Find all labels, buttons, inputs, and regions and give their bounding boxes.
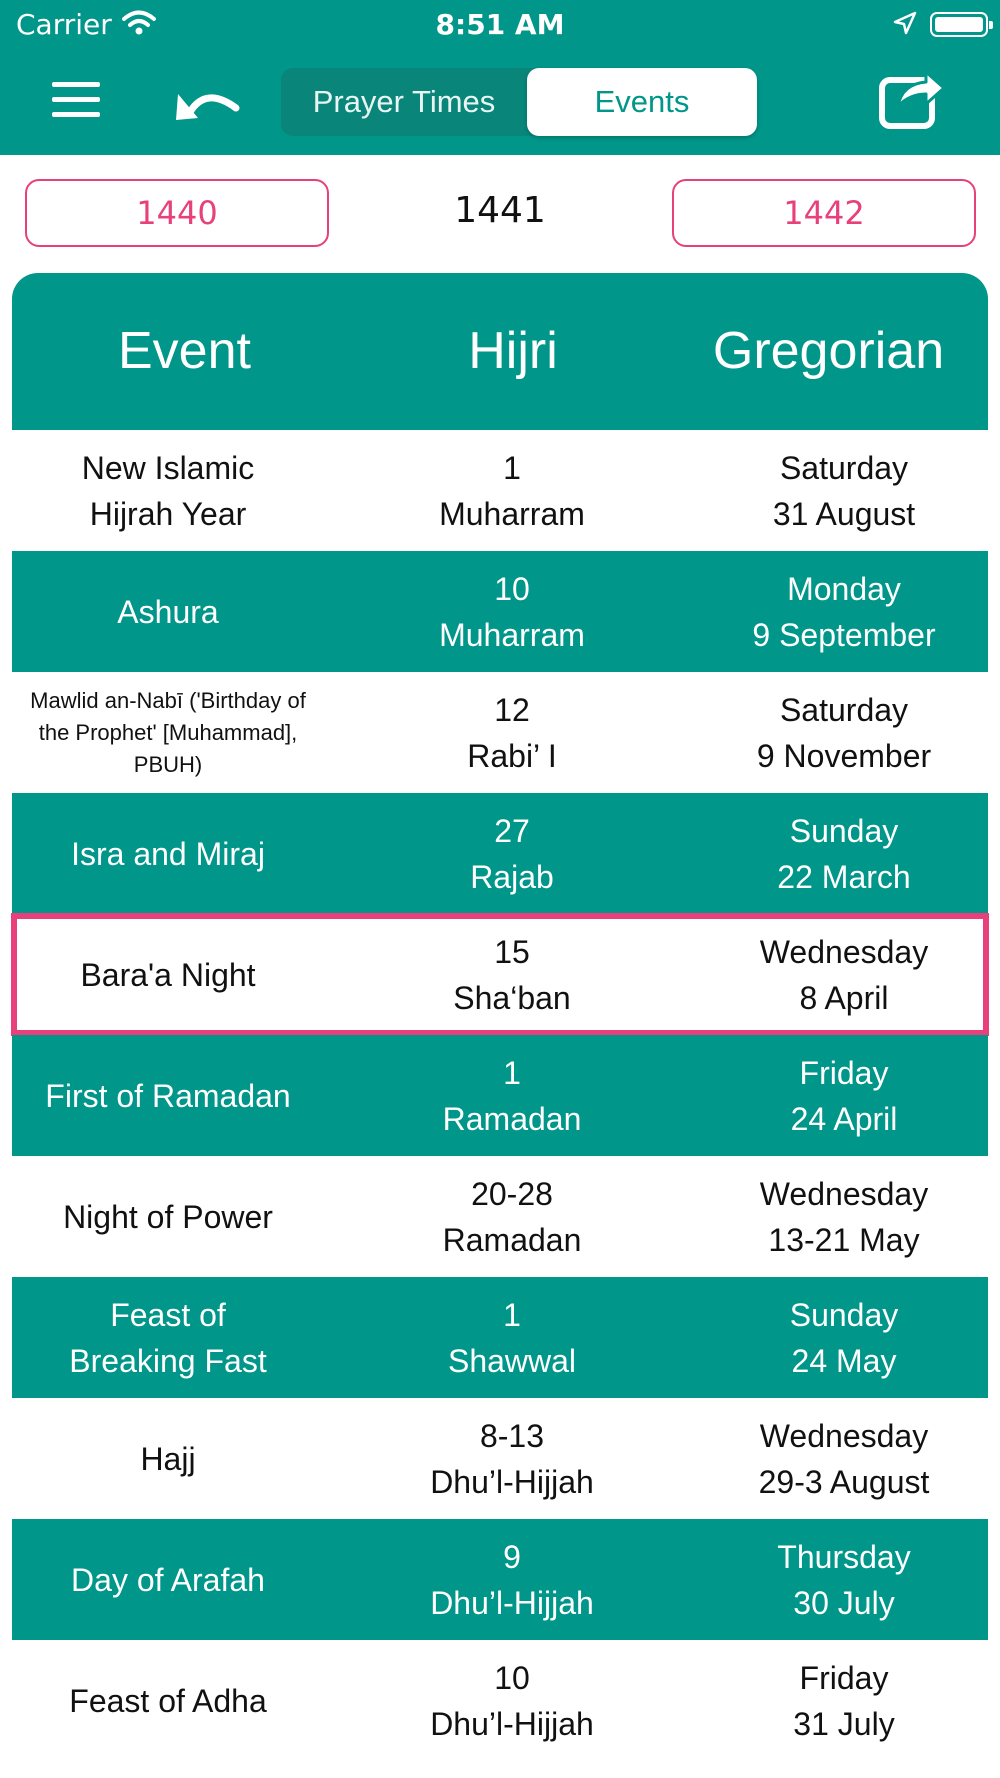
gregorian-date: Saturday 9 November [756,691,932,774]
event-name: Feast of Adha [69,1682,267,1719]
table-row[interactable] [12,430,988,551]
table-header [12,273,988,430]
carrier-label: Carrier [16,8,112,41]
table-row[interactable] [12,1398,988,1519]
gregorian-date: Wednesday 8 April [759,933,929,1016]
share-icon[interactable] [878,62,948,130]
event-name: Isra and Miraj [71,835,265,872]
column-header-gregorian: Gregorian [712,322,945,380]
gregorian-date: Wednesday 13-21 May [759,1175,929,1258]
gregorian-date: Thursday 30 July [777,1538,911,1621]
status-time: 8:51 AM [435,8,565,41]
event-name: Night of Power [63,1198,273,1235]
gregorian-date: Sunday 24 May [789,1296,899,1379]
top-bar [0,0,1000,155]
hijri-date: 9 Dhu’l-Hijjah [430,1538,594,1621]
column-header-hijri: Hijri [468,322,558,380]
hijri-date: 20-28 Ramadan [442,1175,582,1258]
table-row-current-event[interactable] [12,914,988,1035]
table-row[interactable] [12,672,988,793]
event-name: Ashura [117,593,219,630]
tab-events[interactable]: Events [527,68,757,136]
hijri-date: 10 Dhu’l-Hijjah [430,1659,594,1742]
battery-icon [930,12,988,37]
gregorian-date: Sunday 22 March [777,812,911,895]
gregorian-date: Monday 9 September [752,570,936,653]
previous-year-button[interactable]: 1440 [25,179,329,247]
hijri-date: 12 Rabi’ I [467,691,557,774]
events-table [12,273,988,1761]
event-name: Mawlid an-Nabī ('Birthday of the Prophet' [Muhammad], PBUH) [30,687,306,777]
tab-prayer-times[interactable]: Prayer Times [312,84,496,119]
table-row[interactable] [12,1277,988,1398]
hamburger-menu-icon[interactable] [52,82,100,118]
table-row[interactable] [12,793,988,914]
hijri-date: 1 Muharram [439,449,585,532]
event-name: Hajj [140,1440,196,1477]
hijri-date: 8-13 Dhu’l-Hijjah [430,1417,594,1500]
hijri-date: 15 Sha‘ban [453,933,571,1016]
event-name: First of Ramadan [45,1077,291,1114]
gregorian-date: Wednesday 29-3 August [758,1417,930,1500]
column-header-event: Event [118,322,251,380]
table-row[interactable] [12,551,988,672]
undo-arrow-icon[interactable] [176,82,240,122]
current-year-label: 1441 [454,190,546,231]
gregorian-date: Friday 24 April [790,1054,898,1137]
event-name: Feast of Breaking Fast [69,1296,267,1379]
hijri-date: 1 Ramadan [442,1054,582,1137]
hijri-date: 27 Rajab [470,812,554,895]
table-row[interactable] [12,1035,988,1156]
next-year-button[interactable]: 1442 [672,179,976,247]
table-row[interactable] [12,1640,988,1761]
gregorian-date: Saturday 31 August [772,449,916,532]
view-segmented-control [281,68,757,136]
event-name: New Islamic Hijrah Year [81,449,255,532]
event-name: Day of Arafah [71,1561,265,1598]
table-row[interactable] [12,1519,988,1640]
event-name: Bara'a Night [80,956,256,993]
location-arrow-icon [893,11,917,35]
status-bar [0,0,1000,50]
hijri-date: 1 Shawwal [447,1296,577,1379]
hijri-date: 10 Muharram [439,570,585,653]
table-row[interactable] [12,1156,988,1277]
gregorian-date: Friday 31 July [793,1659,895,1742]
